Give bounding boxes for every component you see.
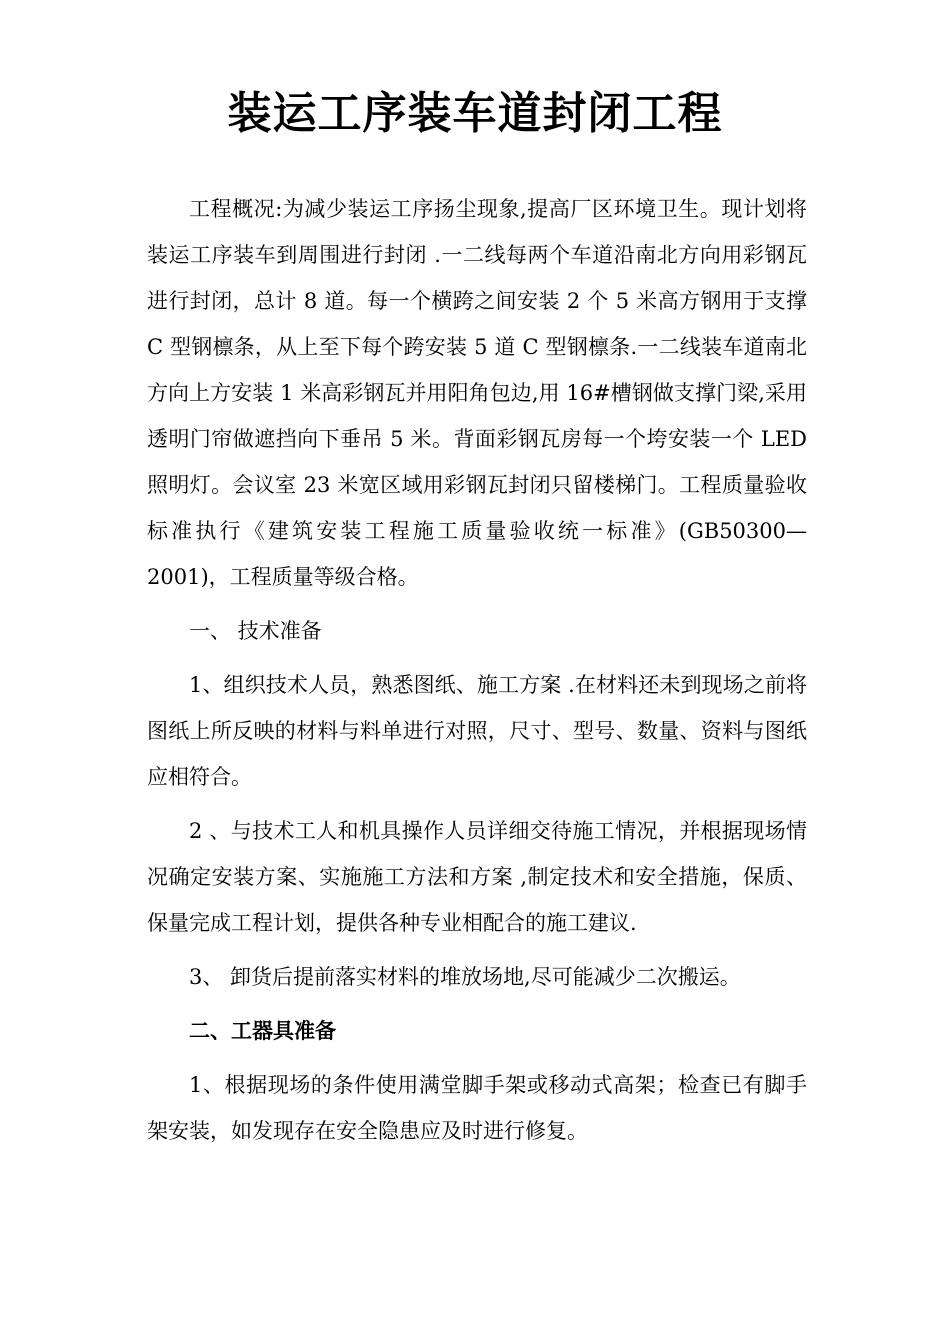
tools-item-1: 1、根据现场的条件使用满堂脚手架或移动式高架；检查已有脚手架安装，如发现存在安全隐患应及时进行修复。 bbox=[147, 1073, 807, 1143]
document-body bbox=[147, 186, 807, 1162]
section-heading-technical-preparation: 一、 技术准备 bbox=[189, 619, 322, 643]
list-item-2: 2 、与技术工人和机具操作人员详细交待施工情况，并根据现场情况确定安装方案、实施施工方法和方案 ,制定技术和安全措施，保质、保量完成工程计划，提供各种专业相配合的施工建议. bbox=[147, 819, 807, 935]
overview-paragraph: 工程概况:为减少装运工序扬尘现象,提高厂区环境卫生。现计划将装运工序装车到周围进行封闭 .一二线每两个车道沿南北方向用彩钢瓦进行封闭，总计 8 道。每一个横跨之间安装 2 个 5 米高方钢用于支撑 C 型钢檩条，从上至下每个跨安装 5 道 C 型钢檩条.一二线装车道南北方向上方安装 1 米高彩钢瓦并用阳角包边,用 16#槽钢做支撑门梁,采用透明门帘做遮挡向下垂吊 5 米。背面彩钢瓦房每一个垮安装一个 LED 照明灯。会议室 23 米宽区域用彩钢瓦封闭只留楼梯门。工程质量验收标准执行《建筑安装工程施工质量验收统一标准》(GB50300—2001)，工程质量等级合格。 bbox=[147, 197, 807, 589]
document-title: 装运工序装车道封闭工程 bbox=[227, 88, 723, 139]
list-item-1: 1、组织技术人员，熟悉图纸、施工方案 .在材料还未到现场之前将图纸上所反映的材料与料单进行对照，尺寸、型号、数量、资料与图纸应相符合。 bbox=[147, 673, 807, 789]
list-item-3: 3、 卸货后提前落实材料的堆放场地,尽可能减少二次搬运。 bbox=[189, 965, 741, 989]
section-heading-tools-preparation: 二、工器具准备 bbox=[189, 1018, 336, 1043]
